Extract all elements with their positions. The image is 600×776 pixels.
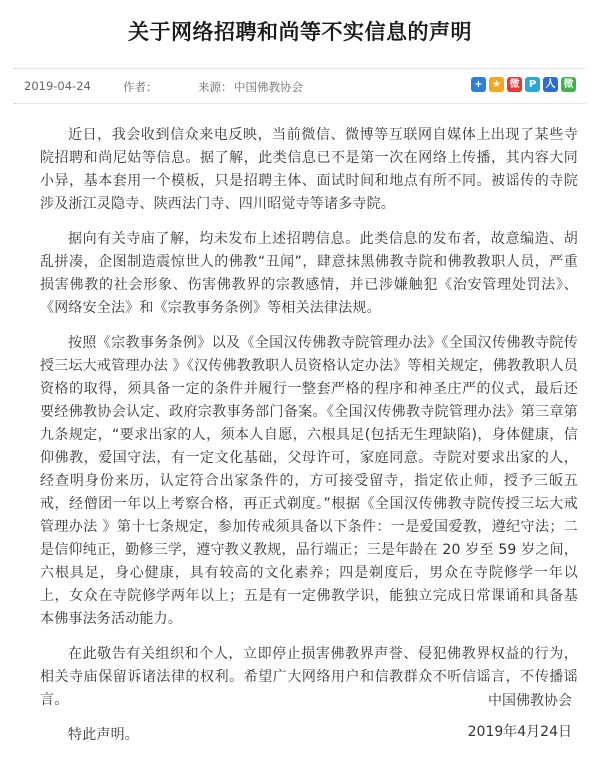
paragraph-3: 按照《宗教事务条例》以及《全国汉传佛教寺院管理办法》《全国汉传佛教寺院传授三坛大戒管理办法 》《汉传佛教教职人员资格认定办法》等相关规定，佛教教职人员资格的取得，须具备一定的条件并履行一整套严格的程序和神圣庄严的仪式，最后还要经佛教协会认定、政府宗教事务部门备案。《全国汉传佛教寺院管理办法》第三章第九条规定，“要求出家的人，须本人自愿，六根具足(包括无生理缺陷)，身体健康，信仰佛教，爱国守法，有一定文化基础，父母许可，家庭同意。寺院对要求出家的人，经查明身份来历，认定符合出家条件的，方可接受留寺，指定依止师，授予三皈五戒，经僧团一年以上考察合格，再正式剃度。”根据《全国汉传佛教寺院传授三坛大戒管理办法 》第十七条规定，参加传戒须具备以下条件：一是爱国爱教，遵纪守法；二是信仰纯正，勤修三学，遵守教义教规，品行端正；三是年龄在 20 岁至 59 岁之间，六根具足，身心健康，具有较高的文化素养；四是剃度后，男众在寺院修学一年以上，女众在寺院修学两年以上；五是有一定佛教学识，能独立完成日常课诵和具备基本佛事法务活动能力。 bbox=[40, 335, 578, 627]
article-body bbox=[40, 124, 578, 759]
paragraph-5: 特此声明。 bbox=[68, 727, 139, 743]
source-label: 来源： bbox=[198, 80, 233, 94]
plus-share-icon[interactable]: + bbox=[471, 77, 486, 92]
page-title: 关于网络招聘和尚等不实信息的声明 bbox=[128, 20, 472, 44]
article-meta-bar bbox=[14, 68, 586, 104]
author-label: 作者： bbox=[123, 80, 158, 94]
share-toolbar bbox=[471, 77, 576, 92]
paragraph-4: 在此敬告有关组织和个人，立即停止损害佛教界声誉、侵犯佛教界权益的行为，相关寺庙保留诉诸法律的权利。希望广大网络用户和信教群众不听信谣言，不传播谣言。 bbox=[40, 646, 578, 708]
qzone-icon[interactable]: ★ bbox=[489, 77, 504, 92]
signature-organization: 中国佛教协会 bbox=[488, 693, 572, 709]
signature-date: 2019年4月24日 bbox=[467, 724, 572, 740]
tencent-weibo-icon[interactable]: P bbox=[525, 77, 540, 92]
source-value: 中国佛教协会 bbox=[234, 80, 303, 94]
wechat-icon[interactable]: 微 bbox=[561, 77, 576, 92]
renren-icon[interactable]: 人 bbox=[543, 77, 558, 92]
weibo-icon[interactable]: 微 bbox=[507, 77, 522, 92]
paragraph-2: 据向有关寺庙了解，均未发布上述招聘信息。此类信息的发布者，故意编造、胡乱拼凑，企图制造震惊世人的佛教“丑闻”，肆意抹黑佛教寺院和佛教教职人员，严重损害佛教的社会形象、伤害佛教界的宗教感情，并已涉嫌触犯《治安管理处罚法》、《网络安全法》和《宗教事务条例》等相关法律法规。 bbox=[40, 231, 578, 316]
paragraph-1: 近日，我会收到信众来电反映，当前微信、微博等互联网自媒体上出现了某些寺院招聘和尚尼姑等信息。据了解，此类信息已不是第一次在网络上传播，其内容大同小异，基本套用一个模板，只是招聘主体、面试时间和地点有所不同。被谣传的寺院涉及浙江灵隐寺、陕西法门寺、四川昭觉寺等诸多寺院。 bbox=[40, 127, 578, 212]
publish-date: 2019-04-24 bbox=[24, 79, 91, 93]
